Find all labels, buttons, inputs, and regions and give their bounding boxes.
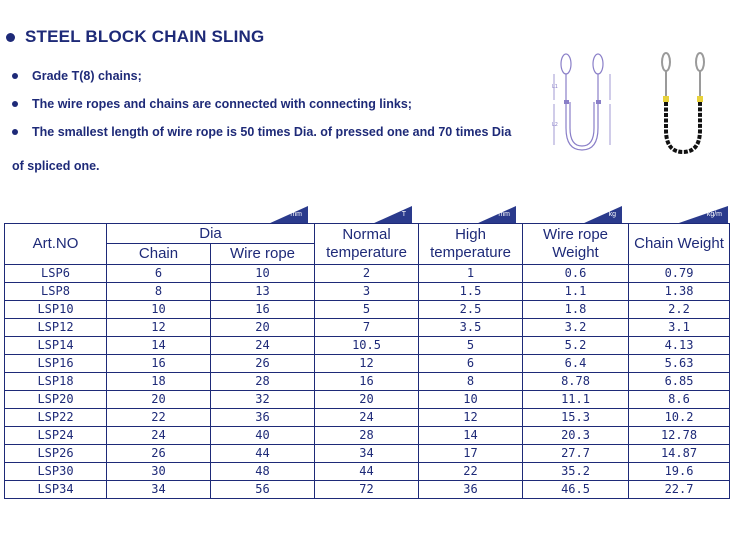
specification-table	[4, 223, 730, 499]
cell-chain-dia: 12	[107, 319, 211, 337]
cell-art-no: LSP30	[5, 463, 107, 481]
cell-wire-rope-weight: 20.3	[523, 427, 629, 445]
cell-normal-temperature: 12	[315, 355, 419, 373]
cell-high-temperature: 3.5	[419, 319, 523, 337]
cell-art-no: LSP16	[5, 355, 107, 373]
cell-wire-rope-weight: 1.8	[523, 301, 629, 319]
cell-wire-rope-weight: 46.5	[523, 481, 629, 499]
cell-normal-temperature: 34	[315, 445, 419, 463]
header-wire-rope: Wire rope	[211, 244, 315, 265]
cell-wire-rope-dia: 20	[211, 319, 315, 337]
cell-art-no: LSP20	[5, 391, 107, 409]
cell-chain-weight: 1.38	[629, 283, 730, 301]
cell-art-no: LSP8	[5, 283, 107, 301]
cell-wire-rope-weight: 8.78	[523, 373, 629, 391]
cell-high-temperature: 12	[419, 409, 523, 427]
cell-chain-dia: 22	[107, 409, 211, 427]
cell-art-no: LSP24	[5, 427, 107, 445]
table-row	[5, 427, 730, 445]
cell-chain-weight: 14.87	[629, 445, 730, 463]
cell-chain-weight: 8.6	[629, 391, 730, 409]
unit-tab-dia: mm	[268, 206, 308, 224]
cell-wire-rope-weight: 5.2	[523, 337, 629, 355]
cell-art-no: LSP10	[5, 301, 107, 319]
cell-normal-temperature: 10.5	[315, 337, 419, 355]
cell-chain-dia: 6	[107, 265, 211, 283]
cell-chain-weight: 12.78	[629, 427, 730, 445]
list-item: Grade T(8) chains;	[12, 68, 542, 84]
cell-chain-dia: 16	[107, 355, 211, 373]
chain-sling-photo	[650, 50, 720, 160]
cell-chain-dia: 14	[107, 337, 211, 355]
table-row	[5, 301, 730, 319]
header-art-no: Art.NO	[5, 224, 107, 265]
cell-chain-dia: 20	[107, 391, 211, 409]
cell-chain-weight: 5.63	[629, 355, 730, 373]
cell-normal-temperature: 5	[315, 301, 419, 319]
length-label-l2: L2	[552, 122, 558, 128]
cell-chain-weight: 6.85	[629, 373, 730, 391]
cell-art-no: LSP18	[5, 373, 107, 391]
page-title: STEEL BLOCK CHAIN SLING	[25, 27, 265, 46]
cell-high-temperature: 6	[419, 355, 523, 373]
cell-high-temperature: 36	[419, 481, 523, 499]
cell-chain-weight: 10.2	[629, 409, 730, 427]
table-row	[5, 355, 730, 373]
cell-normal-temperature: 24	[315, 409, 419, 427]
cell-chain-weight: 0.79	[629, 265, 730, 283]
cell-wire-rope-dia: 26	[211, 355, 315, 373]
list-item: The smallest length of wire rope is 50 times Dia. of pressed one and 70 times Dia of spliced one.	[12, 125, 512, 173]
cell-wire-rope-dia: 44	[211, 445, 315, 463]
cell-chain-weight: 3.1	[629, 319, 730, 337]
cell-wire-rope-dia: 32	[211, 391, 315, 409]
cell-wire-rope-dia: 16	[211, 301, 315, 319]
cell-wire-rope-dia: 13	[211, 283, 315, 301]
cell-high-temperature: 17	[419, 445, 523, 463]
chain-sling-drawing	[548, 50, 618, 160]
unit-tab-chain-weight: kg/m	[676, 206, 728, 224]
section-heading	[6, 27, 264, 47]
unit-tab-wire-weight: kg	[582, 206, 622, 224]
cell-normal-temperature: 72	[315, 481, 419, 499]
table-row	[5, 445, 730, 463]
cell-art-no: LSP14	[5, 337, 107, 355]
cell-chain-dia: 10	[107, 301, 211, 319]
cell-chain-dia: 30	[107, 463, 211, 481]
table-row	[5, 391, 730, 409]
table-row	[5, 481, 730, 499]
cell-wire-rope-dia: 10	[211, 265, 315, 283]
cell-high-temperature: 8	[419, 373, 523, 391]
cell-wire-rope-weight: 15.3	[523, 409, 629, 427]
header-dia: Dia	[107, 224, 315, 244]
cell-normal-temperature: 16	[315, 373, 419, 391]
unit-tab-high: mm	[476, 206, 516, 224]
cell-art-no: LSP26	[5, 445, 107, 463]
cell-chain-dia: 8	[107, 283, 211, 301]
cell-normal-temperature: 7	[315, 319, 419, 337]
cell-normal-temperature: 44	[315, 463, 419, 481]
cell-chain-weight: 22.7	[629, 481, 730, 499]
cell-high-temperature: 1	[419, 265, 523, 283]
table-row	[5, 265, 730, 283]
cell-wire-rope-weight: 6.4	[523, 355, 629, 373]
cell-art-no: LSP12	[5, 319, 107, 337]
cell-chain-dia: 24	[107, 427, 211, 445]
cell-wire-rope-weight: 3.2	[523, 319, 629, 337]
feature-list	[12, 68, 542, 186]
cell-normal-temperature: 28	[315, 427, 419, 445]
bullet-icon	[12, 73, 18, 79]
cell-wire-rope-dia: 36	[211, 409, 315, 427]
header-wire-rope-weight: Wire rope Weight	[523, 224, 629, 265]
header-normal-temperature: Normal temperature	[315, 224, 419, 265]
cell-chain-dia: 18	[107, 373, 211, 391]
unit-tabs	[0, 206, 731, 224]
heading-bullet-icon	[6, 33, 15, 42]
bullet-icon	[12, 101, 18, 107]
length-label-l1: L1	[552, 84, 558, 90]
table-row	[5, 409, 730, 427]
cell-art-no: LSP34	[5, 481, 107, 499]
cell-chain-dia: 34	[107, 481, 211, 499]
cell-chain-weight: 4.13	[629, 337, 730, 355]
cell-high-temperature: 1.5	[419, 283, 523, 301]
cell-high-temperature: 10	[419, 391, 523, 409]
table-row	[5, 319, 730, 337]
cell-wire-rope-weight: 35.2	[523, 463, 629, 481]
cell-high-temperature: 14	[419, 427, 523, 445]
cell-wire-rope-dia: 48	[211, 463, 315, 481]
cell-wire-rope-weight: 1.1	[523, 283, 629, 301]
table-row	[5, 463, 730, 481]
cell-wire-rope-dia: 28	[211, 373, 315, 391]
table-body	[5, 265, 730, 499]
header-chain-weight: Chain Weight	[629, 224, 730, 265]
cell-wire-rope-weight: 27.7	[523, 445, 629, 463]
cell-wire-rope-dia: 40	[211, 427, 315, 445]
table-row	[5, 337, 730, 355]
cell-chain-weight: 2.2	[629, 301, 730, 319]
cell-normal-temperature: 20	[315, 391, 419, 409]
header-chain: Chain	[107, 244, 211, 265]
table-row	[5, 283, 730, 301]
cell-wire-rope-dia: 24	[211, 337, 315, 355]
bullet-icon	[12, 129, 18, 135]
cell-art-no: LSP6	[5, 265, 107, 283]
cell-normal-temperature: 3	[315, 283, 419, 301]
unit-tab-normal: T	[372, 206, 412, 224]
cell-normal-temperature: 2	[315, 265, 419, 283]
table-row	[5, 373, 730, 391]
list-item: The wire ropes and chains are connected with connecting links;	[12, 96, 542, 112]
cell-wire-rope-weight: 0.6	[523, 265, 629, 283]
cell-art-no: LSP22	[5, 409, 107, 427]
cell-wire-rope-weight: 11.1	[523, 391, 629, 409]
cell-chain-dia: 26	[107, 445, 211, 463]
cell-high-temperature: 2.5	[419, 301, 523, 319]
cell-high-temperature: 5	[419, 337, 523, 355]
cell-wire-rope-dia: 56	[211, 481, 315, 499]
cell-high-temperature: 22	[419, 463, 523, 481]
header-high-temperature: High temperature	[419, 224, 523, 265]
cell-chain-weight: 19.6	[629, 463, 730, 481]
